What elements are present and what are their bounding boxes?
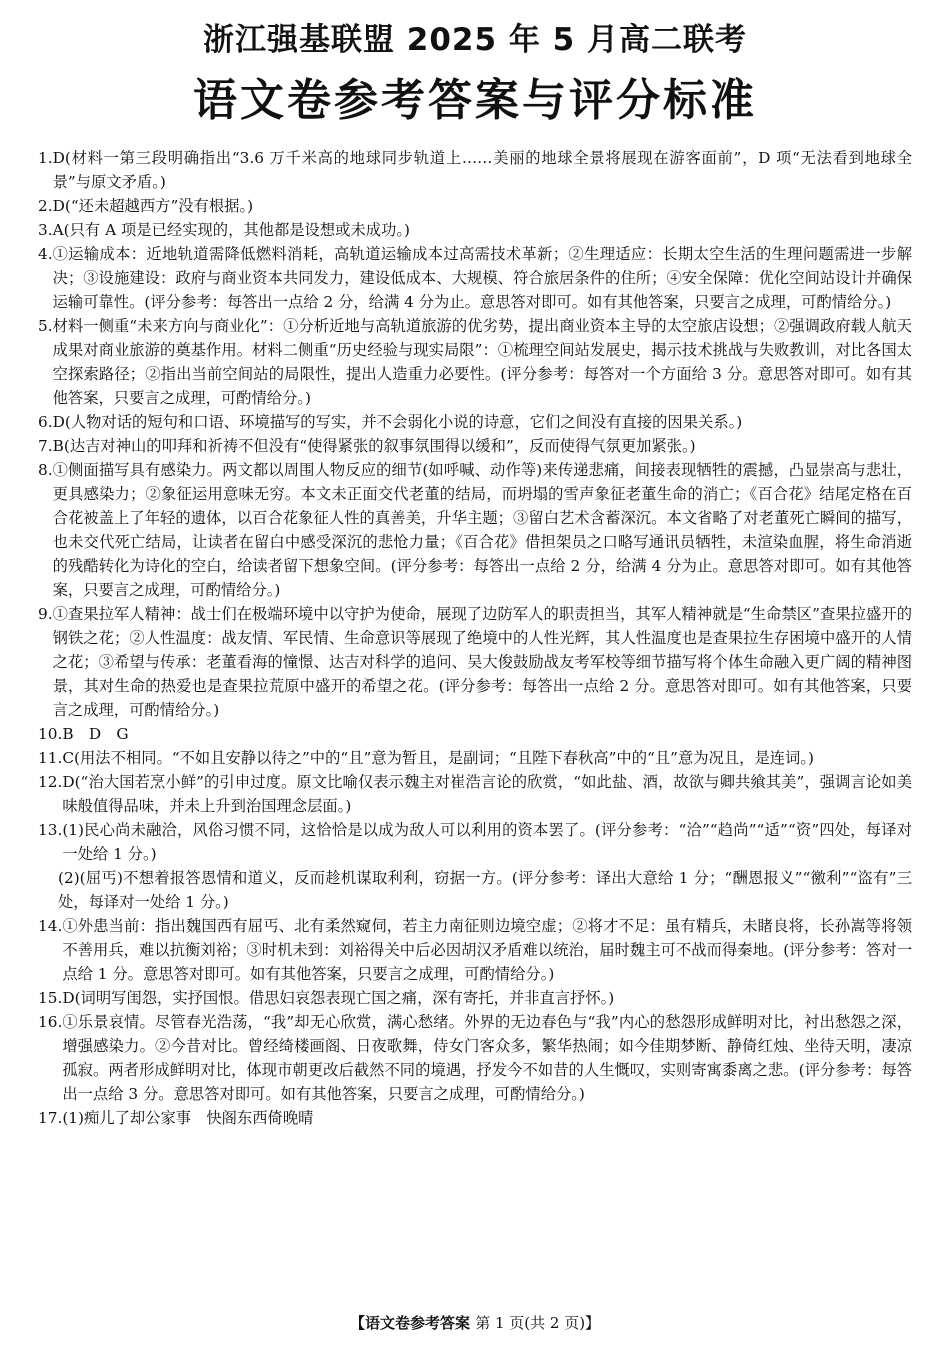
footer-label: 【语文卷参考答案 <box>349 1314 470 1332</box>
page-footer <box>0 1312 950 1333</box>
answer-number: 15. <box>38 989 63 1007</box>
answer-text: D(材料一第三段明确指出“3.6 万千米高的地球同步轨道上……美丽的地球全景将展现在游客面前”，D 项“无法看到地球全景”与原文矛盾。) <box>52 149 912 191</box>
answer-item <box>38 218 912 242</box>
answer-item <box>38 458 912 602</box>
answer-text: D(词明写闺怨，实抒国恨。借思妇哀怨表现亡国之痛，深有寄托，并非直言抒怀。) <box>62 989 615 1007</box>
answers-list <box>38 146 912 1130</box>
answer-number: 5. <box>38 317 53 335</box>
document-subtitle: 语文卷参考答案与评分标准 <box>193 75 757 126</box>
answer-item <box>38 1010 912 1106</box>
answer-number: 3. <box>38 221 53 239</box>
answer-item <box>38 410 912 434</box>
answer-text: B(达吉对神山的叩拜和祈祷不但没有“使得紧张的叙事氛围得以缓和”，反而使得气氛更加紧张。) <box>52 437 696 455</box>
answer-number: 4. <box>38 245 53 263</box>
answer-text: ①侧面描写具有感染力。两文都以周围人物反应的细节(如呼喊、动作等)来传递悲痛，间接表现牺牲的震撼，凸显崇高与悲壮，更具感染力；②象征运用意味无穷。本文未正面交代老董的结局，而坍塌的雪声象征老董生命的消亡；《百合花》结尾定格在百合花被盖上了年轻的遗体，以百合花象征人性的真善美，升华主题；③留白艺术含蓄深沉。本文省略了对老董死亡瞬间的描写，也未交代死亡结局，让读者在留白中感受深沉的悲怆力量；《百合花》借担架员之口略写通讯员牺牲，未渲染血腥，将生命消逝的残酷转化为诗化的空白，给读者留下想象空间。(评分参考：每答出一点给 2 分，给满 4 分为止。意思答对即可。如有其他答案，只要言之成理，可酌情给分。) <box>52 461 912 599</box>
answer-text: (1)痴儿了却公家事 快阁东西倚晚晴 <box>62 1109 314 1127</box>
exam-title: 浙江强基联盟 2025 年 5 月高二联考 <box>202 22 748 58</box>
answer-number: 8. <box>38 461 53 479</box>
answer-text: ①运输成本：近地轨道需降低燃料消耗，高轨道运输成本过高需技术革新；②生理适应：长期太空生活的生理问题需进一步解决；③设施建设：政府与商业资本共同发力，建设低成本、大规模、符合旅居条件的住所；④安全保障：优化空间站设计并确保运输可靠性。(评分参考：每答出一点给 2 分，给满 4 分为止。意思答对即可。如有其他答案，只要言之成理，可酌情给分。) <box>52 245 912 311</box>
answer-text: (1)民心尚未融洽，风俗习惯不同，这恰恰是以成为敌人可以利用的资本罢了。(评分参考：“洽”“趋尚”“适”“资”四处，每译对一处给 1 分。) <box>62 821 912 863</box>
answer-item <box>38 314 912 410</box>
answer-number: 1. <box>38 149 53 167</box>
answer-item <box>38 746 912 770</box>
answer-text: D(“还未超越西方”没有根据。) <box>52 197 254 215</box>
answer-item <box>38 434 912 458</box>
answer-text: ①外患当前：指出魏国西有屈丐、北有柔然窥伺，若主力南征则边境空虚；②将才不足：虽有精兵，未睹良将，长孙嵩等将领不善用兵，难以抗衡刘裕；③时机未到：刘裕得关中后必因胡汉矛盾难以统治，届时魏主可不战而得秦地。(评分参考：答对一点给 1 分。意思答对即可。如有其他答案，只要言之成理，可酌情给分。) <box>62 917 912 983</box>
answer-text: ①乐景哀情。尽管春光浩荡，“我”却无心欣赏，满心愁绪。外界的无边春色与“我”内心的愁怨形成鲜明对比，衬出愁怨之深，增强感染力。②今昔对比。曾经绮楼画阁、日夜歌舞，侍女门客众多，繁华热闹；如今佳期梦断、静倚红烛、坐待天明，凄凉孤寂。两者形成鲜明对比，体现市朝更改后截然不同的境遇，抒发今不如昔的人生慨叹，实则寄寓黍离之悲。(评分参考：每答出一点给 3 分。意思答对即可。如有其他答案，只要言之成理，可酌情给分。) <box>62 1013 912 1103</box>
answer-number: 17. <box>38 1109 63 1127</box>
answer-text: B D G <box>62 725 129 743</box>
answer-text: C(用法不相同。“不如且安静以待之”中的“且”意为暂且，是副词；“且陛下春秋高”中的“且”意为况且，是连词。) <box>62 749 814 767</box>
answer-text: 材料一侧重“未来方向与商业化”：①分析近地与高轨道旅游的优劣势，提出商业资本主导的太空旅店设想；②强调政府载人航天成果对商业旅游的奠基作用。材料二侧重“历史经验与现实局限”：①梳理空间站发展史，揭示技术挑战与失败教训，对比各国太空探索路径；②指出当前空间站的局限性，提出人造重力必要性。(评分参考：每答对一个方面给 3 分。意思答对即可。如有其他答案，只要言之成理，可酌情给分。) <box>52 317 912 407</box>
answer-text: A(只有 A 项是已经实现的，其他都是设想或未成功。) <box>52 221 410 239</box>
answer-subpart: (2)(屈丐)不想着报答恩情和道义，反而趁机谋取利利，窃据一方。(评分参考：译出大意给 1 分；“酬恩报义”“徼利”“盗有”三处，每译对一处给 1 分。) <box>58 869 912 911</box>
answer-number: 14. <box>38 917 63 935</box>
answer-number: 2. <box>38 197 53 215</box>
answer-item <box>38 722 912 746</box>
answer-number: 9. <box>38 605 53 623</box>
answer-number: 16. <box>38 1013 63 1031</box>
answer-item <box>38 818 912 866</box>
answer-item <box>38 914 912 986</box>
answer-text: D(人物对话的短句和口语、环境描写的写实，并不会弱化小说的诗意，它们之间没有直接的因果关系。) <box>52 413 743 431</box>
page-number: 第 1 页(共 2 页)】 <box>475 1314 601 1332</box>
answer-text: ①查果拉军人精神：战士们在极端环境中以守护为使命，展现了边防军人的职责担当，其军人精神就是“生命禁区”查果拉盛开的钢铁之花；②人性温度：战友情、军民情、生命意识等展现了绝境中的人性光辉，其人性温度也是查果拉生存困境中盛开的人情之花；③希望与传承：老董看海的憧憬、达吉对科学的追问、吴大俊鼓励战友考军校等细节描写将个体生命融入更广阔的精神图景，其对生命的热爱也是查果拉荒原中盛开的希望之花。(评分参考：每答出一点给 2 分。意思答对即可。如有其他答案，只要言之成理，可酌情给分。) <box>52 605 912 719</box>
answer-number: 11. <box>38 749 63 767</box>
answer-item <box>38 146 912 194</box>
answer-item <box>38 986 912 1010</box>
answer-item <box>38 242 912 314</box>
answer-item <box>38 194 912 218</box>
answer-number: 7. <box>38 437 53 455</box>
answer-item <box>38 602 912 722</box>
answer-number: 10. <box>38 725 63 743</box>
answer-item <box>38 770 912 818</box>
answer-item <box>38 1106 912 1130</box>
answer-number: 12. <box>38 773 63 791</box>
answer-number: 13. <box>38 821 63 839</box>
answer-number: 6. <box>38 413 53 431</box>
answer-text: D(“治大国若烹小鲜”的引申过度。原文比喻仅表示魏主对崔浩言论的欣赏，“如此盐、酒，故欲与卿共飨其美”，强调言论如美味般值得品味，并未上升到治国理念层面。) <box>62 773 912 815</box>
